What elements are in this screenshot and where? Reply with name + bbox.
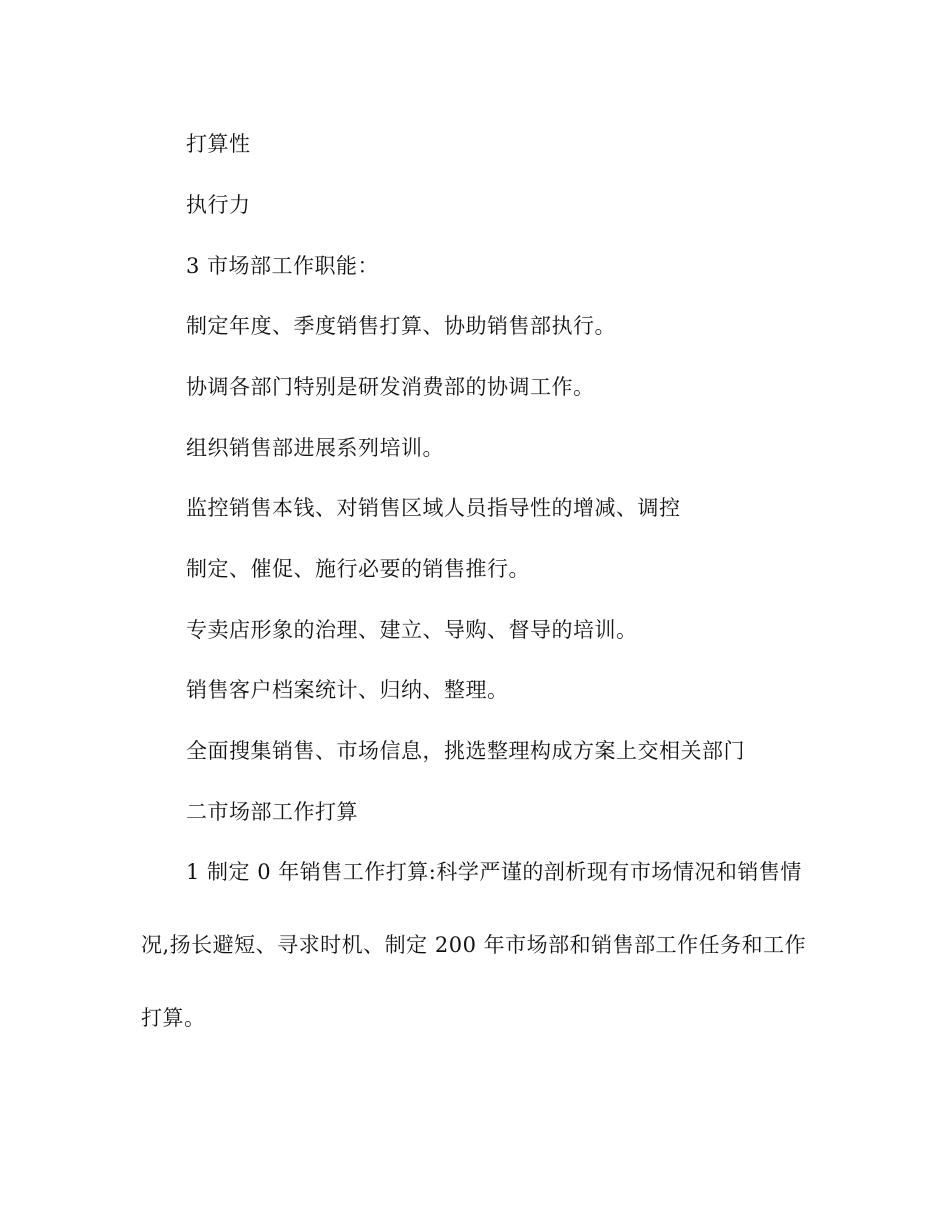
- text-line: 销售客户档案统计、归纳、整理。: [186, 678, 509, 702]
- text-line: 3 市场部工作职能：: [186, 254, 380, 278]
- paragraph-line: 打算。: [141, 1006, 206, 1030]
- text-line: 制定、催促、施行必要的销售推行。: [186, 557, 530, 581]
- text-line: 监控销售本钱、对销售区域人员指导性的增减、调控: [186, 496, 681, 520]
- section-heading: 二市场部工作打算: [186, 800, 358, 824]
- text-line: 协调各部门特别是研发消费部的协调工作。: [186, 375, 595, 399]
- text-line: 组织销售部进展系列培训。: [186, 436, 444, 460]
- text-line: 专卖店形象的治理、建立、导购、督导的培训。: [186, 618, 638, 642]
- paragraph-line: 况,扬长避短、寻求时机、制定 200 年市场部和销售部工作任务和工作: [141, 933, 807, 957]
- text-line: 制定年度、季度销售打算、协助销售部执行。: [186, 314, 616, 338]
- text-line: 打算性: [186, 132, 251, 156]
- text-line: 全面搜集销售、市场信息，挑选整理构成方案上交相关部门: [186, 739, 745, 763]
- text-line: 执行力: [186, 193, 251, 217]
- paragraph-line: 1 制定 0 年销售工作打算:科学严谨的剖析现有市场情况和销售情: [186, 860, 802, 884]
